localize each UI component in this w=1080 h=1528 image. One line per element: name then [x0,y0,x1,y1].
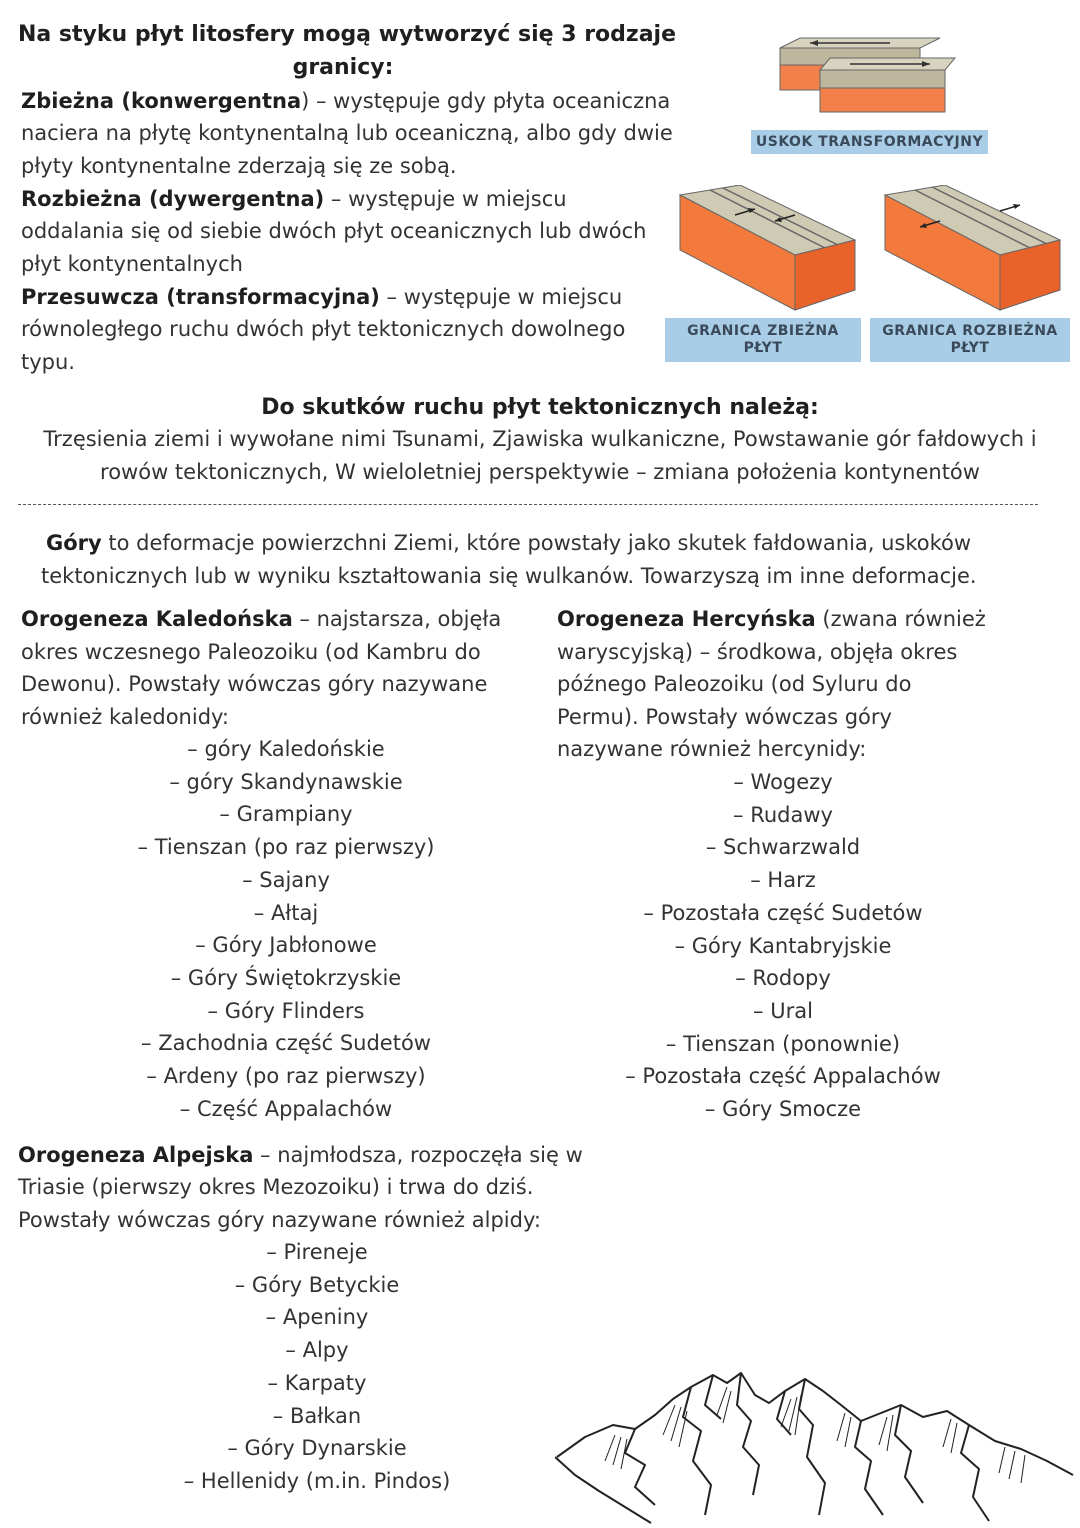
section-divider [18,504,1038,505]
alpine-line-1 [18,1139,583,1172]
mountain-list-item: – Ural [753,998,813,1023]
mountain-list-item: – Karpaty [267,1370,367,1395]
convergent-term: Zbieżna (konwergentna [21,89,302,113]
divergent-line-1 [21,183,567,216]
caledonian-line-4: również kaledonidy: [21,705,230,729]
caledonian-line-1 [21,603,501,636]
transform-line-3: typu. [21,350,75,374]
convergent-line-3: płyty kontynentalne zderzają się ze sobą. [21,154,457,178]
caledonian-term: Orogeneza Kaledońska [21,607,293,631]
mountain-list-item: – Ardeny (po raz pierwszy) [146,1064,426,1089]
convergent-line-2: naciera na płytę kontynentalną lub oceaniczną, albo gdy dwie [21,121,673,145]
divergent-label-line-1: GRANICA ROZBIEŻNA [882,323,1058,339]
mountain-list-item: – Tienszan (po raz pierwszy) [137,835,435,860]
alpine-term: Orogeneza Alpejska [18,1143,254,1167]
mountain-list-item: – Tienszan (ponownie) [665,1031,901,1056]
transform-fault-diagram [770,30,960,125]
convergent-desc: ) – występuje gdy płyta oceaniczna [301,89,671,113]
effects-line-1: Trzęsienia ziemi i wywołane nimi Tsunami, Zjawiska wulkaniczne, Powstawanie gór fałdowych i [43,427,1037,451]
alpine-mountain-list [107,1236,527,1498]
transform-line-2: równoległego ruchu dwóch płyt tektonicznych dowolnego [21,317,626,341]
mountain-list-item: – Część Appalachów [179,1096,393,1121]
convergent-line-1 [21,85,670,118]
mountains-desc: to deformacje powierzchni Ziemi, które powstały jako skutek fałdowania, uskoków [101,531,972,555]
mountain-sketch-illustration [555,1365,1075,1525]
caledonian-line-3: Dewonu). Powstały wówczas góry nazywane [21,672,488,696]
hercynian-line-4: Permu). Powstały wówczas góry [557,705,892,729]
heading-line-2: granicy: [292,55,394,80]
mountain-list-item: – Zachodnia część Sudetów [141,1031,431,1056]
transform-line-1 [21,281,622,314]
mountain-list-item: – Wogezy [733,770,833,794]
effects-heading: Do skutków ruchu płyt tektonicznych należą: [261,395,819,420]
mountain-list-item: – Schwarzwald [705,835,861,860]
transform-term: Przesuwcza (transformacyjna) [21,285,380,309]
mountain-list-item: – Ałtaj [253,900,319,925]
mountain-list-item: – Alpy [285,1338,349,1363]
transform-desc: – występuje w miejscu [379,285,623,309]
convergent-boundary-label [665,318,861,362]
mountains-line-2: tektonicznych lub w wyniku kształtowania się wulkanów. Towarzyszą im inne deformacje. [41,564,977,588]
mountain-list-item: – Góry Świętokrzyskie [170,965,402,990]
mountain-list-item: – Grampiany [219,802,353,827]
mountain-list-item: – Apeniny [265,1305,369,1330]
alpine-line-2: Triasie (pierwszy okres Mezozoiku) i trwa do dziś. [18,1175,534,1199]
mountain-list-item: – góry Kaledońskie [187,737,385,761]
mountain-list-item: – góry Skandynawskie [169,769,403,794]
effects-line-2: rowów tektonicznych, W wieloletniej perspektywie – zmiana położenia kontynentów [100,460,980,484]
transform-fault-label: USKOK TRANSFORMACYJNY [751,130,988,154]
hercynian-line-3: późnego Paleozoiku (od Syluru do [557,672,912,696]
alpine-desc: – najmłodsza, rozpoczęła się w [253,1143,583,1167]
convergent-boundary-diagram [675,185,860,315]
mountain-list-item: – Pozostała część Sudetów [643,900,923,925]
mountains-term: Góry [46,531,102,555]
mountain-list-item: – Góry Smocze [704,1097,862,1122]
heading-line-1: Na styku płyt litosfery mogą wytworzyć się 3 rodzaje [18,22,677,47]
caledonian-desc: – najstarsza, objęła [292,607,502,631]
convergent-label-line-1: GRANICA ZBIEŻNA [687,323,839,339]
mountain-list-item: – Rudawy [733,802,833,827]
hercynian-line-1 [557,603,986,636]
mountain-list-item: – Góry Dynarskie [227,1436,407,1461]
convergent-label-line-2: PŁYT [743,340,783,356]
divergent-line-2: oddalania się od siebie dwóch płyt oceanicznych lub dwóch [21,219,647,243]
caledonian-line-2: okres wczesnego Paleozoiku (od Kambru do [21,640,481,664]
divergent-label-line-2: PŁYT [950,340,990,356]
divergent-term: Rozbieżna (dywergentna) [21,187,325,211]
mountain-list-item: – Sajany [242,867,330,892]
mountain-list-item: – Góry Betyckie [234,1272,400,1297]
mountains-line-1 [46,527,971,560]
mountain-list-item: – Góry Flinders [207,998,365,1023]
hercynian-term: Orogeneza Hercyńska [557,607,816,631]
mountain-list-item: – Rodopy [735,966,831,991]
caledonian-mountain-list [76,733,496,1125]
mountain-list-item: – Pireneje [266,1240,368,1264]
divergent-desc: – występuje w miejscu [324,187,567,211]
divergent-boundary-label [870,318,1070,362]
divergent-line-3: płyt kontynentalnych [21,252,243,276]
mountain-list-item: – Harz [750,868,816,893]
hercynian-line-2: waryscyjską) – środkowa, objęła okres [557,640,958,664]
alpine-line-3: Powstały wówczas góry nazywane również alpidy: [18,1208,541,1232]
mountain-list-item: – Bałkan [272,1403,362,1428]
mountain-list-item: – Hellenidy (m.in. Pindos) [183,1468,451,1493]
hercynian-desc: (zwana również [815,607,986,631]
mountain-list-item: – Góry Kantabryjskie [674,933,892,958]
mountain-list-item: – Pozostała część Appalachów [625,1064,941,1089]
mountain-list-item: – Góry Jabłonowe [195,933,377,958]
divergent-boundary-diagram [880,185,1065,315]
hercynian-mountain-list [573,766,993,1126]
hercynian-line-5: nazywane również hercynidy: [557,737,867,761]
